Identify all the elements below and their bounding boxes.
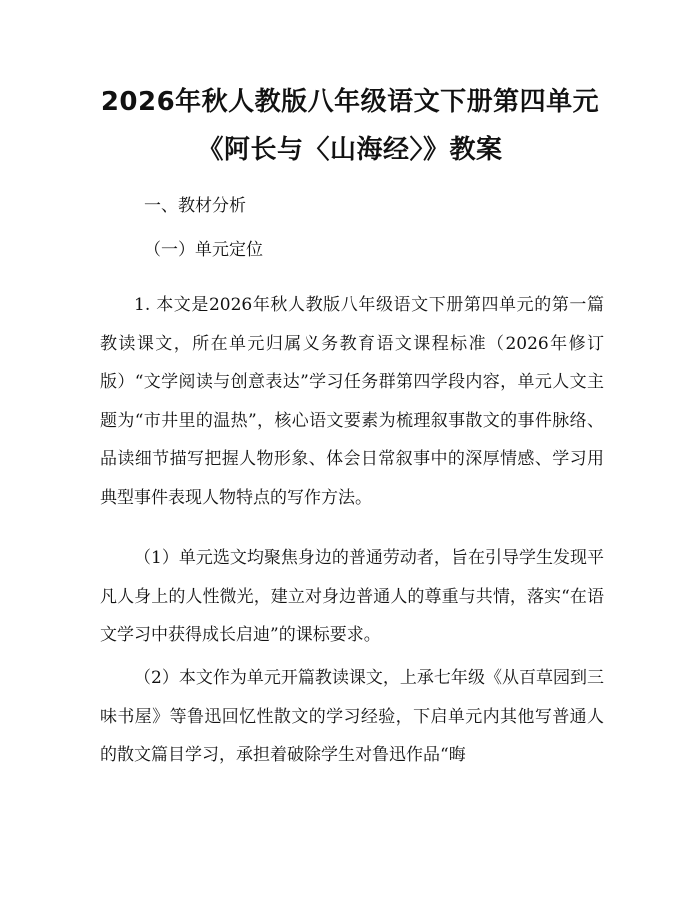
section-heading: 一、教材分析 bbox=[144, 196, 246, 216]
document-title-line-2: 《阿长与〈山海经〉》教案 bbox=[197, 135, 503, 165]
document-title-line-1: 2026年秋人教版八年级语文下册第四单元 bbox=[100, 87, 600, 117]
paragraph-unit-positioning: 1. 本文是2026年秋人教版八年级语文下册第四单元的第一篇教读课文，所在单元归属义务教育语文课程标准（2026年修订版）“文学阅读与创意表达”学习任务群第四学段内容，单元人文主题为“市井里的温热”，核心语文要素为梳理叙事散文的事件脉络、品读细节描写把握人物形象、体会日常叙事中的深厚情感、学习用典型事件表现人物特点的写作方法。 bbox=[100, 295, 604, 508]
paragraph-point-1: （1）单元选文均聚焦身边的普通劳动者，旨在引导学生发现平凡人身上的人性微光，建立对身边普通人的尊重与共情，落实“在语文学习中获得成长启迪”的课标要求。 bbox=[100, 548, 604, 646]
paragraph-point-2: （2）本文作为单元开篇教读课文，上承七年级《从百草园到三味书屋》等鲁迅回忆性散文的学习经验，下启单元内其他写普通人的散文篇目学习，承担着破除学生对鲁迅作品“晦 bbox=[100, 668, 604, 766]
subsection-heading: （一）单元定位 bbox=[144, 240, 263, 260]
